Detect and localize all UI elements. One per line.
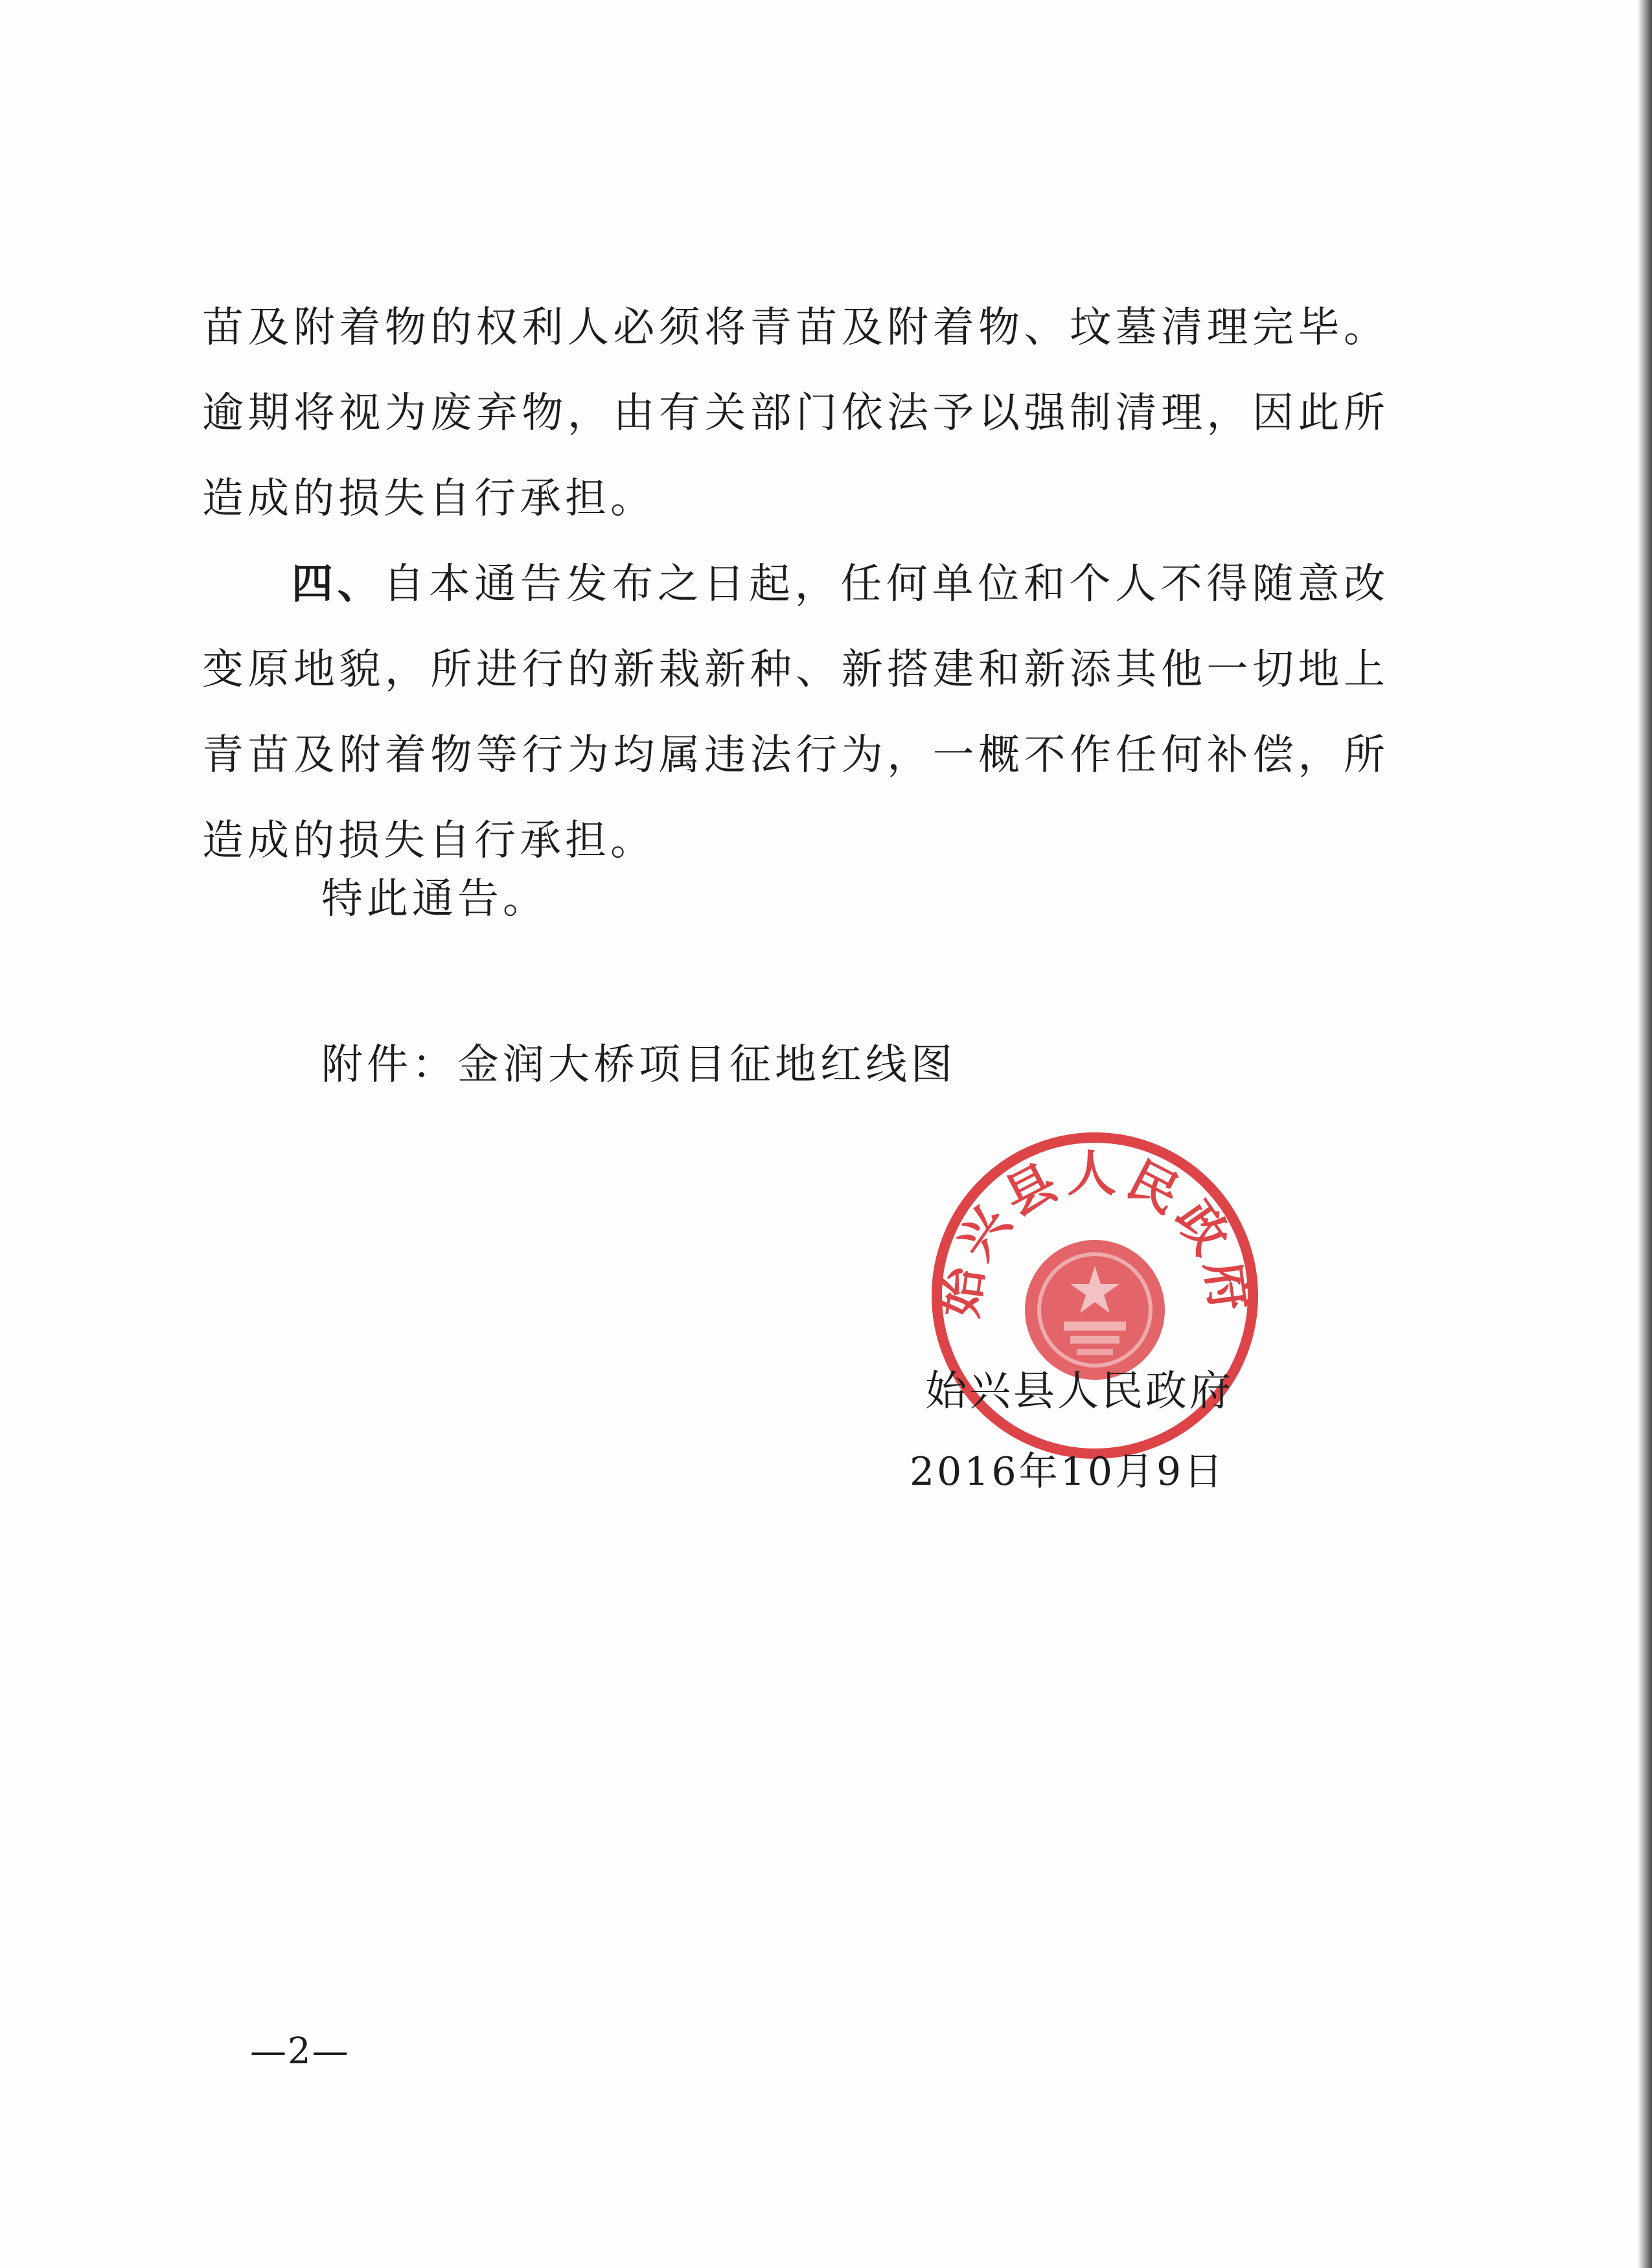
seal-ring-text: 始兴县人民政府 <box>930 1145 1260 1321</box>
notice-body <box>202 285 1389 884</box>
paragraph-lead: 四、 <box>292 560 384 608</box>
issue-date: 2016年10月9日 <box>910 1449 1226 1495</box>
paragraph-continuation <box>202 285 1389 542</box>
closing-statement: 特此通告。 <box>321 875 548 923</box>
scan-edge-shadow <box>1638 0 1652 2268</box>
paragraph-item-four <box>202 542 1389 884</box>
issuer-name: 始兴县人民政府 <box>925 1368 1233 1415</box>
paragraph-text: 自本通告发布之日起，任何单位和个人不得随意改变原地貌，所进行的新栽新种、新搭建和新添其他一切地上青苗及附着物等行为均属违法行为，一概不作任何补偿，所造成的损失自行承担。 <box>202 560 1389 865</box>
attachment-line: 附件：金润大桥项目征地红线图 <box>321 1041 956 1089</box>
page-number: —2— <box>250 2030 350 2072</box>
paragraph-text: 苗及附着物的权利人必须将青苗及附着物、坟墓清理完毕。逾期将视为废弃物，由有关部门依法予以强制清理，因此所造成的损失自行承担。 <box>202 304 1389 523</box>
